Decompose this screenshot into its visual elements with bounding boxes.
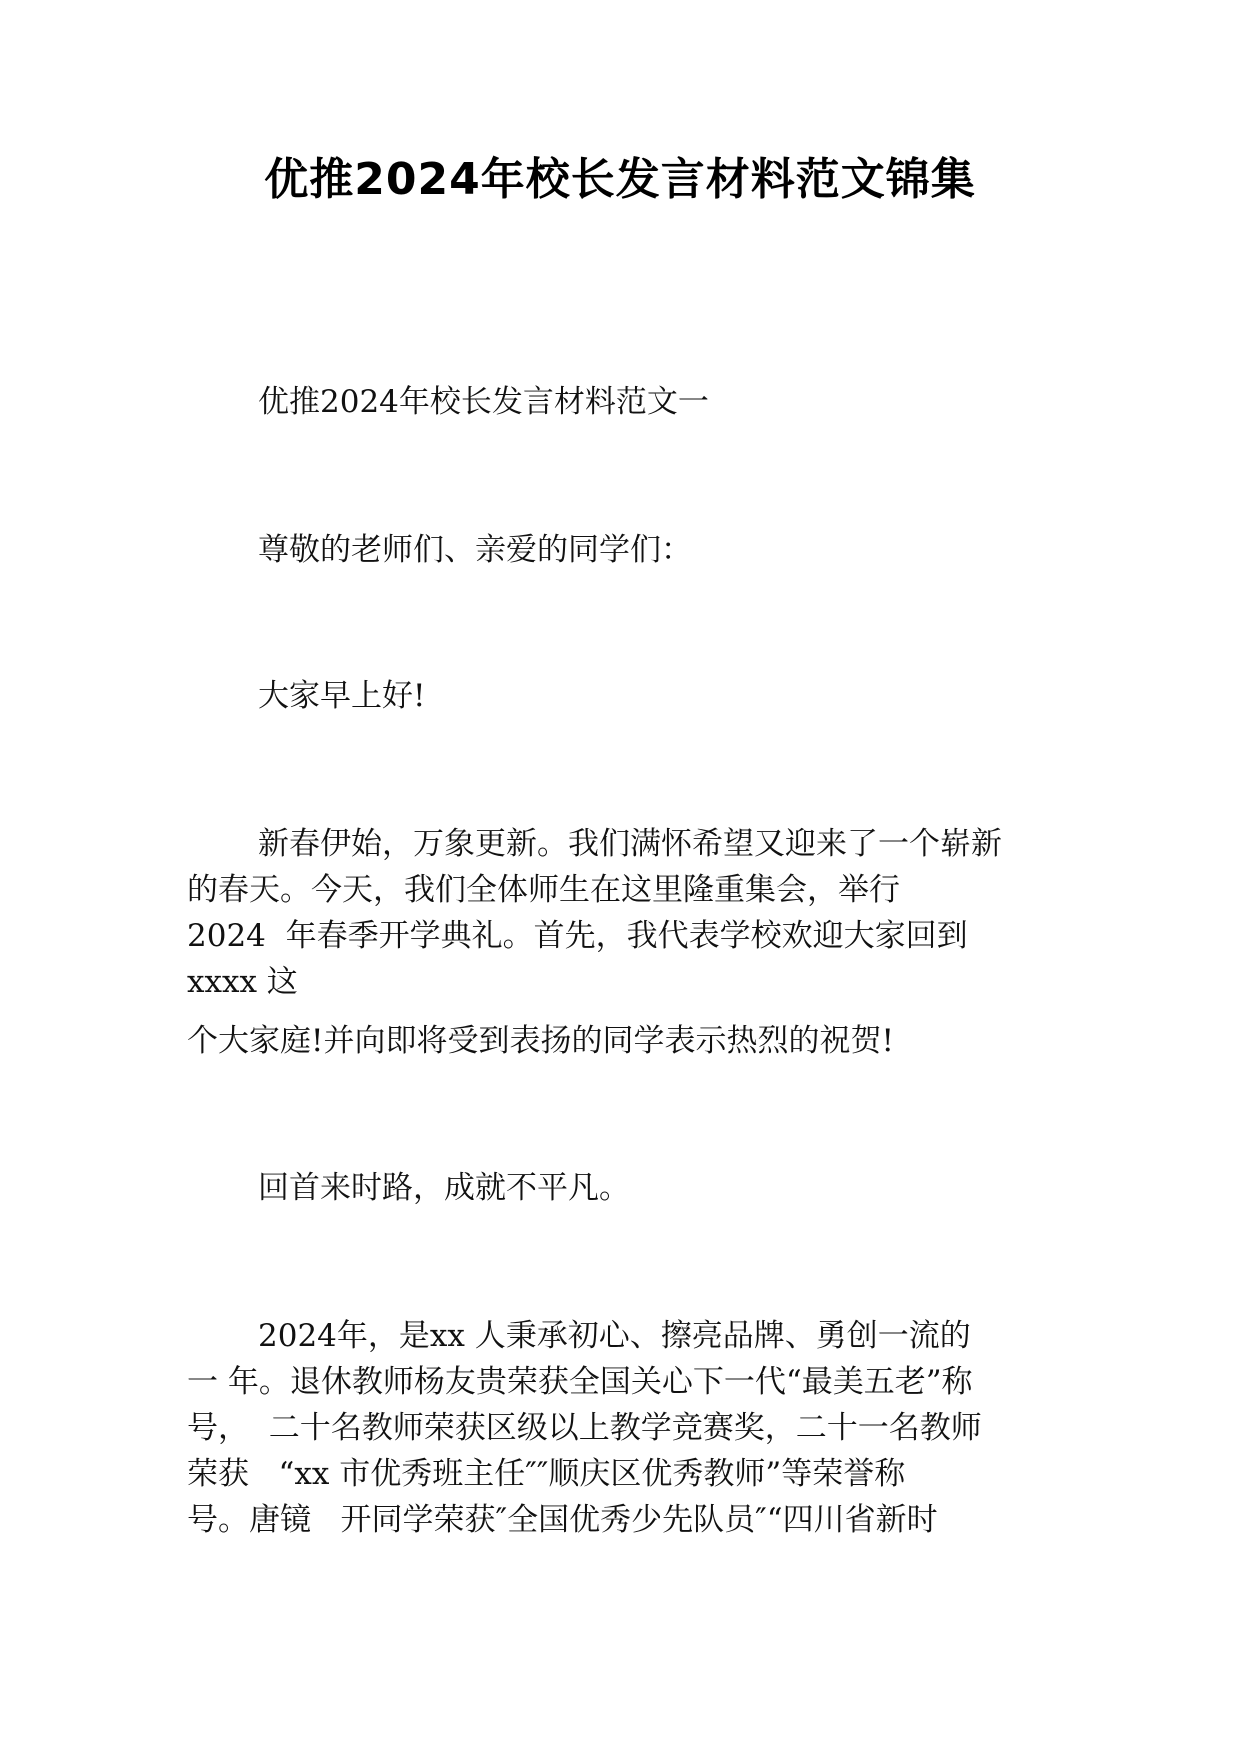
greeting-line: 尊敬的老师们、亲爱的同学们： [258,532,692,568]
document-title: 优推2024年校长发言材料范文锦集 [264,154,976,205]
paragraph-line: 号， 二十名教师荣获区级以上教学竞赛奖，二十一名教师 [187,1410,982,1446]
section-heading: 优推2024年校长发言材料范文一 [258,384,709,420]
paragraph-line: 2024 年春季开学典礼。首先，我代表学校欢迎大家回到 [187,918,968,954]
paragraph-line: 一 年。退休教师杨友贵荣获全国关心下一代“最美五老”称 [187,1364,973,1400]
salutation-line: 大家早上好! [258,678,426,714]
paragraph-line: 的春天。今天，我们全体师生在这里隆重集会，举行 [187,872,900,908]
paragraph-line: 号。唐镜 开同学荣获″全国优秀少先队员″“四川省新时 [187,1502,938,1538]
paragraph-line: xxxx 这 [187,964,298,1000]
paragraph-2: 回首来时路，成就不平凡。 [258,1170,630,1206]
paragraph-line: 2024年，是xx 人秉承初心、擦亮品牌、勇创一流的 [258,1318,971,1354]
paragraph-line: 新春伊始，万象更新。我们满怀希望又迎来了一个崭新 [258,826,1002,862]
paragraph-line: 个大家庭!并向即将受到表扬的同学表示热烈的祝贺! [187,1023,894,1059]
paragraph-line: 荣获 “xx 市优秀班主任″″顺庆区优秀教师”等荣誉称 [187,1456,906,1492]
